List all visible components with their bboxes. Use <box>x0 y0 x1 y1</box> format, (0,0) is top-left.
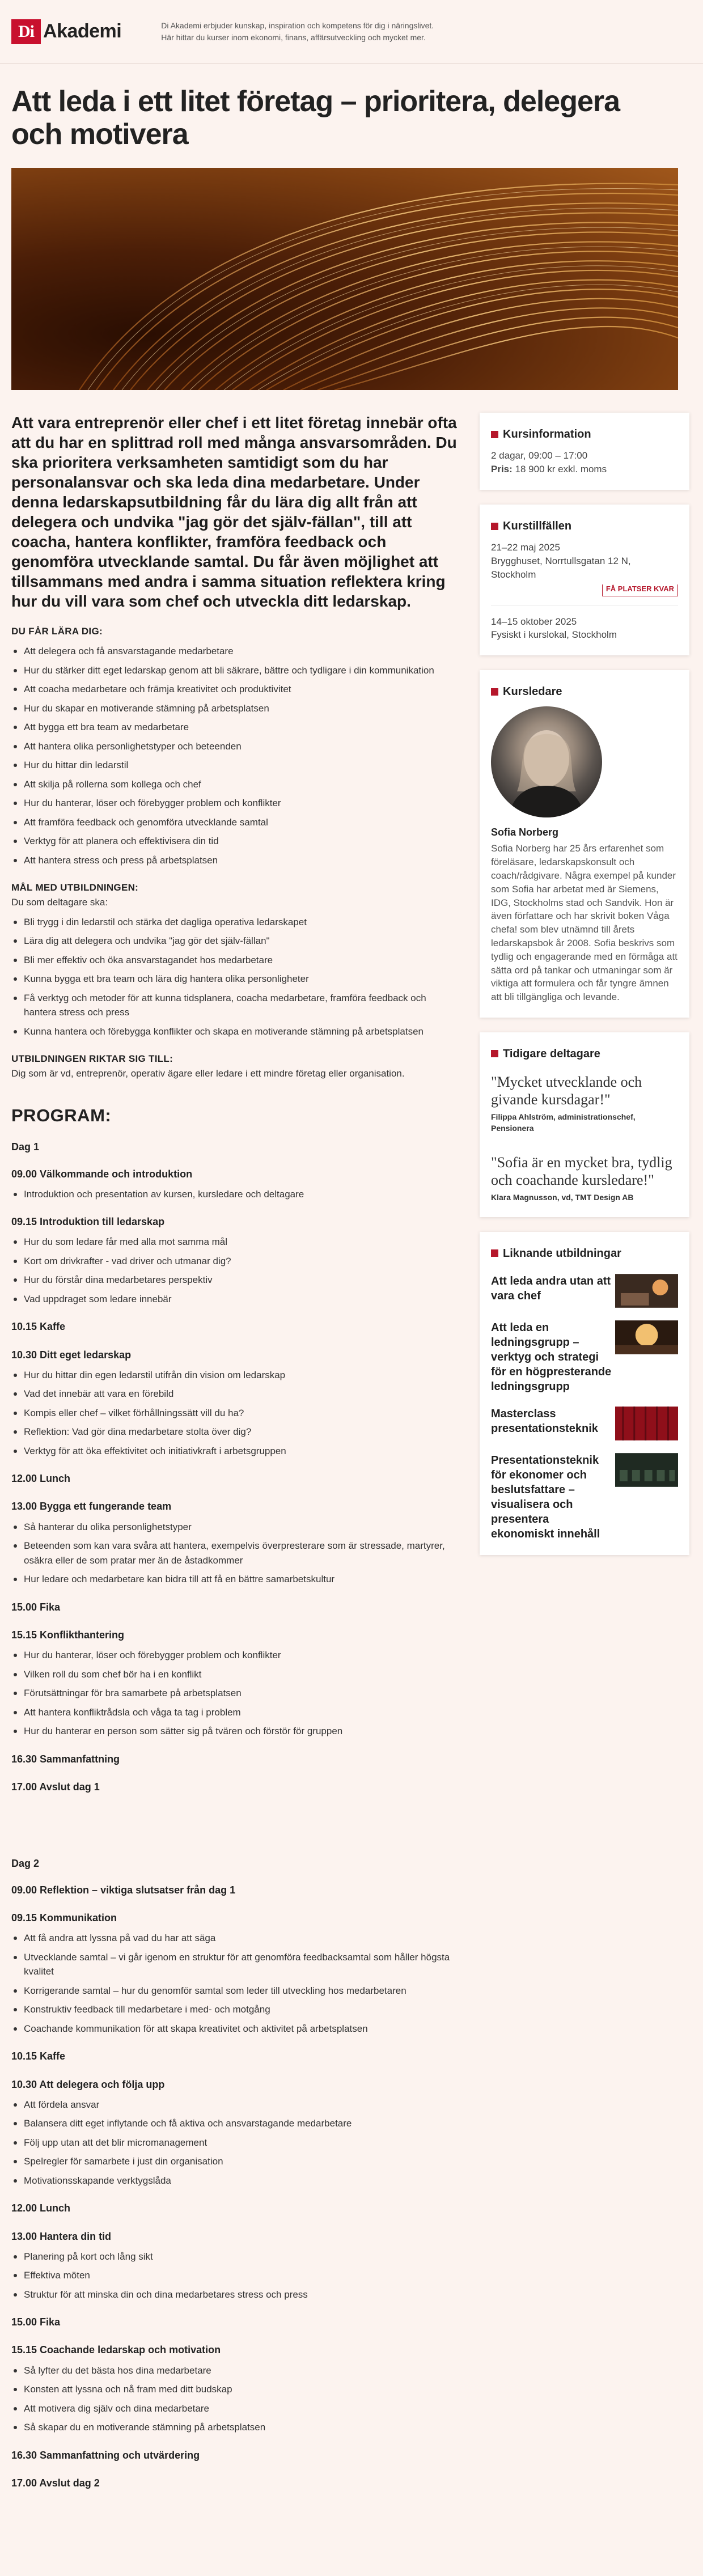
list-item: Att delegera och få ansvarstagande medarbetare <box>11 644 459 659</box>
related-course-link[interactable]: Att leda en ledningsgrupp – verktyg och strategi för en högpresterande ledningsgrupp <box>491 1320 678 1394</box>
list-item: Utvecklande samtal – vi går igenom en struktur för att genomföra feedbacksamtal som håller högsta kvalitet <box>11 1950 459 1979</box>
list-item: Konsten att lyssna och nå fram med ditt budskap <box>11 2382 459 2397</box>
list-item: Kort om drivkrafter - vad driver och utmanar dig? <box>11 1254 459 1269</box>
course-duration: 2 dagar, 09:00 – 17:00 <box>491 450 588 461</box>
list-item: Bli mer effektiv och öka ansvarstagandet hos medarbetare <box>11 953 459 968</box>
testimonials-card <box>480 1032 689 1217</box>
list-item: Vad uppdraget som ledare innebär <box>11 1292 459 1307</box>
program-slot-list <box>11 1648 459 1739</box>
program-slot-title: 09.00 Reflektion – viktiga slutsatser från dag 1 <box>11 1884 236 1896</box>
program-slot-list <box>11 2249 459 2302</box>
program-slot-title: 12.00 Lunch <box>11 2202 71 2214</box>
page-title: Att leda i ett litet företag – prioritera, delegera och motivera <box>11 85 620 151</box>
list-item: Korrigerande samtal – hur du genomför samtal som leder till utveckling hos medarbetaren <box>11 1984 459 1998</box>
program-slot-title: 09.15 Kommunikation <box>11 1912 117 1924</box>
program-slot-title: 12.00 Lunch <box>11 1473 71 1485</box>
program-slot-title: 16.30 Sammanfattning och utvärdering <box>11 2449 200 2461</box>
learn-list <box>11 644 459 867</box>
list-item: Hur du skapar en motiverande stämning på arbetsplatsen <box>11 701 459 716</box>
logo-text: Akademi <box>43 20 122 42</box>
program-slot-title: 16.30 Sammanfattning <box>11 1753 120 1765</box>
list-item: Beteenden som kan vara svåra att hantera, exempelvis överpresterare som är stressade, martyrer, osäkra eller de som pratar mer än de åstadkommer <box>11 1539 459 1567</box>
list-item: Hur ledare och medarbetare kan bidra till att få en bättre samarbetskultur <box>11 1572 459 1587</box>
list-item: Att hantera stress och press på arbetsplatsen <box>11 853 459 868</box>
course-info-card <box>480 413 689 490</box>
program-slot-list <box>11 1235 459 1306</box>
related-course-link[interactable]: Att leda andra utan att vara chef <box>491 1274 678 1308</box>
leader-name: Sofia Norberg <box>491 827 559 838</box>
program-slot-title: 15.15 Konflikthantering <box>11 1629 125 1641</box>
logo-mark: Di <box>11 19 41 44</box>
list-item: Vilken roll du som chef bör ha i en konflikt <box>11 1667 459 1682</box>
list-item: Balansera ditt eget inflytande och få aktiva och ansvarstagande medarbetare <box>11 2116 459 2131</box>
list-item: Bli trygg i din ledarstil och stärka det dagliga operativa ledarskapet <box>11 915 459 930</box>
program-slot-title: 13.00 Hantera din tid <box>11 2230 112 2242</box>
list-item: Hur du hanterar, löser och förebygger problem och konflikter <box>11 1648 459 1663</box>
testimonial-quote: "Sofia är en mycket bra, tydlig och coachande kursledare!" <box>491 1154 672 1188</box>
related-courses-title: Liknande utbildningar <box>491 1245 678 1261</box>
course-date-item[interactable]: 21–22 maj 2025 Brygghuset, Norrtullsgatan 12 N, Stockholm FÅ PLATSER KVAR <box>491 541 678 596</box>
few-seats-badge: FÅ PLATSER KVAR <box>602 584 678 596</box>
list-item: Hur du hittar din egen ledarstil utifrån din vision om ledarskap <box>11 1368 459 1383</box>
program-day-label: Dag 1 <box>11 1141 40 1153</box>
main-content <box>11 413 459 2490</box>
list-item: Spelregler för samarbete i just din organisation <box>11 2154 459 2169</box>
hero-image <box>11 168 678 390</box>
program-slot-title: 15.00 Fika <box>11 2316 61 2328</box>
related-course-link[interactable]: Presentationsteknik för ekonomer och beslutsfattare – visualisera och presentera ekonomiskt innehåll <box>491 1453 678 1541</box>
leader-avatar <box>491 706 602 817</box>
list-item: Lära dig att delegera och undvika "jag gör det själv-fällan" <box>11 934 459 948</box>
list-item: Att bygga ett bra team av medarbetare <box>11 720 459 735</box>
list-item: Coachande kommunikation för att skapa kreativitet och aktivitet på arbetsplatsen <box>11 2022 459 2036</box>
list-item: Att skilja på rollerna som kollega och chef <box>11 777 459 792</box>
program-slot-title: 13.00 Bygga ett fungerande team <box>11 1501 172 1512</box>
learn-heading: DU FÅR LÄRA DIG: <box>11 626 103 637</box>
goal-lead: Du som deltagare ska: <box>11 897 108 908</box>
list-item: Konstruktiv feedback till medarbetare i med- och motgång <box>11 2002 459 2017</box>
list-item: Hur du hanterar, löser och förebygger problem och konflikter <box>11 796 459 811</box>
list-item: Motivationsskapande verktygslåda <box>11 2174 459 2188</box>
program-slot-title: 10.15 Kaffe <box>11 1321 66 1333</box>
list-item: Få verktyg och metoder för att kunna tidsplanera, coacha medarbetare, framföra feedback och hantera stress och press <box>11 991 459 1020</box>
list-item: Hur du hanterar en person som sätter sig på tvären och förstör för gruppen <box>11 1724 459 1739</box>
course-leader-title: Kursledare <box>491 684 678 700</box>
list-item: Hur du som ledare får med alla mot samma mål <box>11 1235 459 1249</box>
program-title: PROGRAM: <box>11 1105 112 1125</box>
program-slot-title: 17.00 Avslut dag 1 <box>11 1781 100 1793</box>
program-slot-title: 15.15 Coachande ledarskap och motivation <box>11 2344 221 2356</box>
program-slot-list <box>11 1368 459 1459</box>
list-item: Förutsättningar för bra samarbete på arbetsplatsen <box>11 1686 459 1701</box>
related-course-thumbnail <box>615 1274 678 1308</box>
course-date-item[interactable]: 14–15 oktober 2025 Fysiskt i kurslokal, Stockholm <box>491 616 617 641</box>
list-item: Verktyg för att planera och effektivisera din tid <box>11 834 459 849</box>
program-schedule <box>11 1140 459 2490</box>
divider <box>491 605 678 606</box>
list-item: Kunna bygga ett bra team och lära dig hantera olika personligheter <box>11 972 459 986</box>
related-courses-card <box>480 1232 689 1555</box>
list-item: Struktur för att minska din och dina medarbetares stress och press <box>11 2287 459 2302</box>
list-item: Effektiva möten <box>11 2268 459 2283</box>
list-item: Att fördela ansvar <box>11 2098 459 2112</box>
program-slot-title: 10.15 Kaffe <box>11 2050 66 2062</box>
leader-portrait <box>491 706 602 817</box>
list-item: Så skapar du en motiverande stämning på arbetsplatsen <box>11 2420 459 2435</box>
program-slot-title: 10.30 Att delegera och följa upp <box>11 2078 165 2090</box>
list-item: Hur du förstår dina medarbetares perspektiv <box>11 1273 459 1287</box>
goal-heading: MÅL MED UTBILDNINGEN: <box>11 882 139 893</box>
header-tagline: Di Akademi erbjuder kunskap, inspiration och kompetens för dig i näringslivet. Här hittar du kurser inom ekonomi, finans, affärsutveckling och mycket mer. <box>161 21 434 42</box>
program-slot-list <box>11 2363 459 2435</box>
course-dates-title: Kurstillfällen <box>491 518 678 534</box>
target-text: Dig som är vd, entreprenör, operativ ägare eller ledare i ett mindre företag eller organisation. <box>11 1068 405 1079</box>
testimonials-title: Tidigare deltagare <box>491 1046 678 1062</box>
hero-illustration <box>11 168 678 390</box>
list-item: Introduktion och presentation av kursen, kursledare och deltagare <box>11 1187 459 1202</box>
target-heading: UTBILDNINGEN RIKTAR SIG TILL: <box>11 1053 173 1065</box>
list-item: Verktyg för att öka effektivitet och initiativkraft i arbetsgruppen <box>11 1444 459 1459</box>
list-item: Att motivera dig själv och dina medarbetare <box>11 2401 459 2416</box>
sidebar <box>480 413 689 2490</box>
page-bottom-spacer <box>0 2490 703 2524</box>
program-slot-title: 09.00 Välkommande och introduktion <box>11 1168 193 1180</box>
related-course-thumbnail <box>615 1453 678 1487</box>
di-akademi-logo[interactable] <box>11 18 121 45</box>
program-day-label: Dag 2 <box>11 1857 40 1869</box>
program-slot-list <box>11 2098 459 2188</box>
list-item: Att hantera konfliktrådsla och våga ta tag i problem <box>11 1705 459 1720</box>
leader-bio: Sofia Norberg har 25 års erfarenhet som föreläsare, ledarskapskonsult och coach/rådgivare. Några exempel på kunder som Sofia har arbetat med är Siemens, IDG, Stockholms stad och Sandvik. Hon är även författare och har skrivit boken Våga chefa! som blev utnämnd till årets ledarskapsbok år 2008. Sofia beskrivs som tydlig och engagerande med en förmåga att sätta ord på tankar och utmaningar som är viktiga att formulera och får tyngre ämnen att bli tillgängliga och levande. <box>491 843 677 1003</box>
program-slot-list <box>11 1187 459 1202</box>
course-intro: Att vara entreprenör eller chef i ett litet företag innebär ofta att du har en splittrad roll med många ansvarsområden. Du ska prioritera verksamheten samtidigt som du har personalansvar och ska leda dina medarbetare. Under denna ledarskapsutbildning får du lära dig allt från att delegera och undvika "jag gör det själv-fällan", till att coacha, hantera konflikter, framföra feedback och genomföra utvecklande samtal. Du får även möjlighet att tillsammans med andra i samma situation reflektera kring hur du vill vara som chef och utveckla ditt ledarskap. <box>11 414 457 611</box>
program-slot-title: 10.30 Ditt eget ledarskap <box>11 1349 132 1361</box>
related-course-thumbnail <box>615 1320 678 1354</box>
program-slot-title: 09.15 Introduktion till ledarskap <box>11 1216 165 1228</box>
list-item: Kompis eller chef – vilket förhållningssätt vill du ha? <box>11 1406 459 1421</box>
related-course-thumbnail <box>615 1406 678 1440</box>
course-leader-card <box>480 670 689 1018</box>
list-item: Reflektion: Vad gör dina medarbetare stolta över dig? <box>11 1425 459 1439</box>
program-slot-list <box>11 1931 459 2036</box>
list-item: Så lyfter du det bästa hos dina medarbetare <box>11 2363 459 2378</box>
goal-list <box>11 915 459 1039</box>
list-item: Kunna hantera och förebygga konflikter och skapa en motiverande stämning på arbetsplatsen <box>11 1024 459 1039</box>
list-item: Vad det innebär att vara en förebild <box>11 1387 459 1401</box>
list-item: Att framföra feedback och genomföra utvecklande samtal <box>11 815 459 830</box>
list-item: Planering på kort och lång sikt <box>11 2249 459 2264</box>
list-item: Hur du hittar din ledarstil <box>11 758 459 773</box>
program-slot-title: 15.00 Fika <box>11 1601 61 1613</box>
list-item: Att hantera olika personlighetstyper och beteenden <box>11 739 459 754</box>
program-slot-list <box>11 1520 459 1587</box>
program-slot-title: 17.00 Avslut dag 2 <box>11 2477 100 2489</box>
related-course-link[interactable]: Masterclass presentationsteknik <box>491 1406 678 1440</box>
list-item: Att coacha medarbetare och främja kreativitet och produktivitet <box>11 682 459 697</box>
testimonial-quote: "Mycket utvecklande och givande kursdagar!" <box>491 1073 642 1108</box>
course-dates-card <box>480 505 689 655</box>
list-item: Så hanterar du olika personlighetstyper <box>11 1520 459 1535</box>
testimonial-author: Klara Magnusson, vd, TMT Design AB <box>491 1192 634 1202</box>
list-item: Att få andra att lyssna på vad du har att säga <box>11 1931 459 1946</box>
site-header <box>0 0 703 63</box>
list-item: Hur du stärker ditt eget ledarskap genom att bli säkrare, bättre och tydligare i din kommunikation <box>11 663 459 678</box>
testimonial-author: Filippa Ahlström, administrationschef, Pensionera <box>491 1112 636 1133</box>
course-price: Pris: 18 900 kr exkl. moms <box>491 464 607 475</box>
list-item: Följ upp utan att det blir micromanagement <box>11 2136 459 2150</box>
course-info-title: Kursinformation <box>491 426 678 442</box>
